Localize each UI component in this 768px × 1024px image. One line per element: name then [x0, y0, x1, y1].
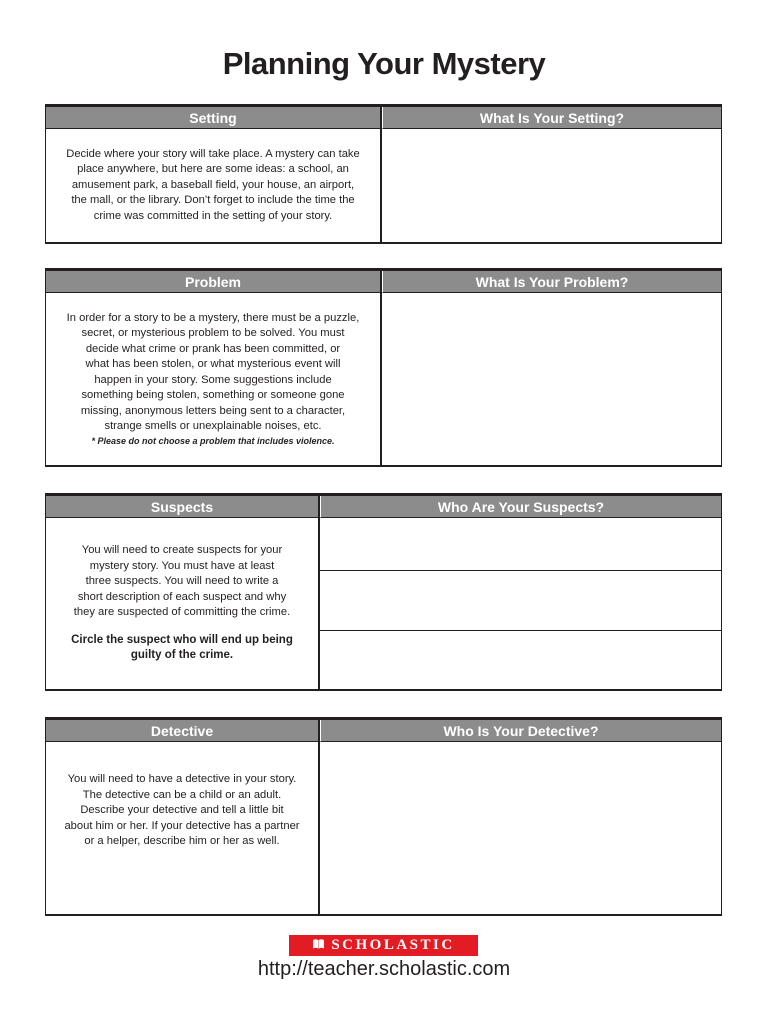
- problem-line: In order for a story to be a mystery, there must be a puzzle,: [66, 311, 360, 324]
- detective-answer-header: Who Is Your Detective?: [320, 720, 721, 742]
- problem-header: Problem: [46, 271, 380, 293]
- logo-text: SCHOLASTIC: [331, 937, 455, 953]
- problem-line: missing, anonymous letters being sent to a character,: [80, 404, 346, 417]
- setting-instructions-column: [46, 107, 382, 242]
- setting-line: place anywhere, but here are some ideas: a school, an: [77, 163, 349, 176]
- problem-line: something being stolen, something or someone gone: [81, 389, 345, 401]
- page-title: Planning Your Mystery: [222, 46, 546, 81]
- suspects-instructions: [46, 518, 318, 689]
- setting-answer-header: What Is Your Setting?: [382, 107, 721, 129]
- setting-line: amusement park, a baseball field, your house, an airport,: [71, 178, 355, 191]
- detective-instructions: [46, 742, 318, 914]
- problem-line: happen in your story. Some suggestions include: [94, 373, 332, 386]
- detective-line: You will need to have a detective in your story.: [67, 773, 297, 785]
- suspects-circle-note: [71, 633, 293, 664]
- suspects-answer-header: Who Are Your Suspects?: [320, 496, 721, 518]
- suspects-line: short description of each suspect and why: [77, 590, 287, 603]
- suspect-answer-row[interactable]: [320, 631, 721, 689]
- problem-line: what has been stolen, or what mysterious event will: [85, 358, 341, 370]
- problem-violence-note: * Please do not choose a problem that includes violence.: [91, 435, 335, 446]
- suspects-bold-line: Circle the suspect who will end up being: [71, 633, 293, 646]
- detective-answer-box[interactable]: [320, 742, 721, 914]
- suspect-answer-row[interactable]: [320, 571, 721, 631]
- suspects-answer-area: [320, 518, 721, 689]
- setting-line: Decide where your story will take place. A mystery can take: [66, 147, 360, 160]
- setting-line: crime was committed in the setting of your story.: [93, 209, 333, 222]
- detective-header: Detective: [46, 720, 318, 742]
- detective-line: The detective can be a child or an adult.: [82, 788, 282, 801]
- detective-answer-column: [320, 720, 721, 914]
- detective-line: Describe your detective and tell a little bit: [80, 804, 284, 816]
- problem-instructions: [46, 293, 380, 465]
- scholastic-logo: [289, 935, 478, 956]
- problem-section: [45, 268, 722, 467]
- detective-instructions-column: [46, 720, 320, 914]
- suspects-line: three suspects. You will need to write a: [85, 575, 279, 588]
- suspects-bold-line: guilty of the crime.: [130, 649, 234, 662]
- suspects-answer-column: [320, 496, 721, 689]
- suspects-section: [45, 493, 722, 691]
- problem-instructions-column: [46, 271, 382, 465]
- footer-url[interactable]: http://teacher.scholastic.com: [257, 958, 511, 980]
- problem-line: decide what crime or prank has been committed, or: [85, 342, 341, 355]
- setting-instructions: [46, 129, 380, 242]
- problem-answer-box[interactable]: [382, 293, 721, 465]
- suspects-line: You will need to create suspects for your: [81, 544, 283, 557]
- problem-line: secret, or mysterious problem to be solved. You must: [81, 327, 345, 339]
- setting-answer-box[interactable]: [382, 129, 721, 242]
- detective-section: [45, 717, 722, 916]
- suspects-header: Suspects: [46, 496, 318, 518]
- suspects-line: they are suspected of committing the crime.: [73, 606, 291, 619]
- setting-header: Setting: [46, 107, 380, 129]
- setting-line: the mall, or the library. Don’t forget to include the time the: [71, 194, 355, 207]
- open-book-icon: [312, 938, 325, 953]
- detective-line: or a helper, describe him or her as well.: [84, 835, 280, 847]
- problem-answer-column: [382, 271, 721, 465]
- setting-answer-column: [382, 107, 721, 242]
- suspects-line: mystery story. You must have at least: [89, 559, 275, 572]
- suspect-answer-row[interactable]: [320, 518, 721, 571]
- detective-line: about him or her. If your detective has a partner: [64, 819, 300, 832]
- suspects-instructions-column: [46, 496, 320, 689]
- problem-line: strange smells or unexplainable noises, etc.: [104, 420, 322, 432]
- setting-section: [45, 104, 722, 244]
- problem-answer-header: What Is Your Problem?: [382, 271, 721, 293]
